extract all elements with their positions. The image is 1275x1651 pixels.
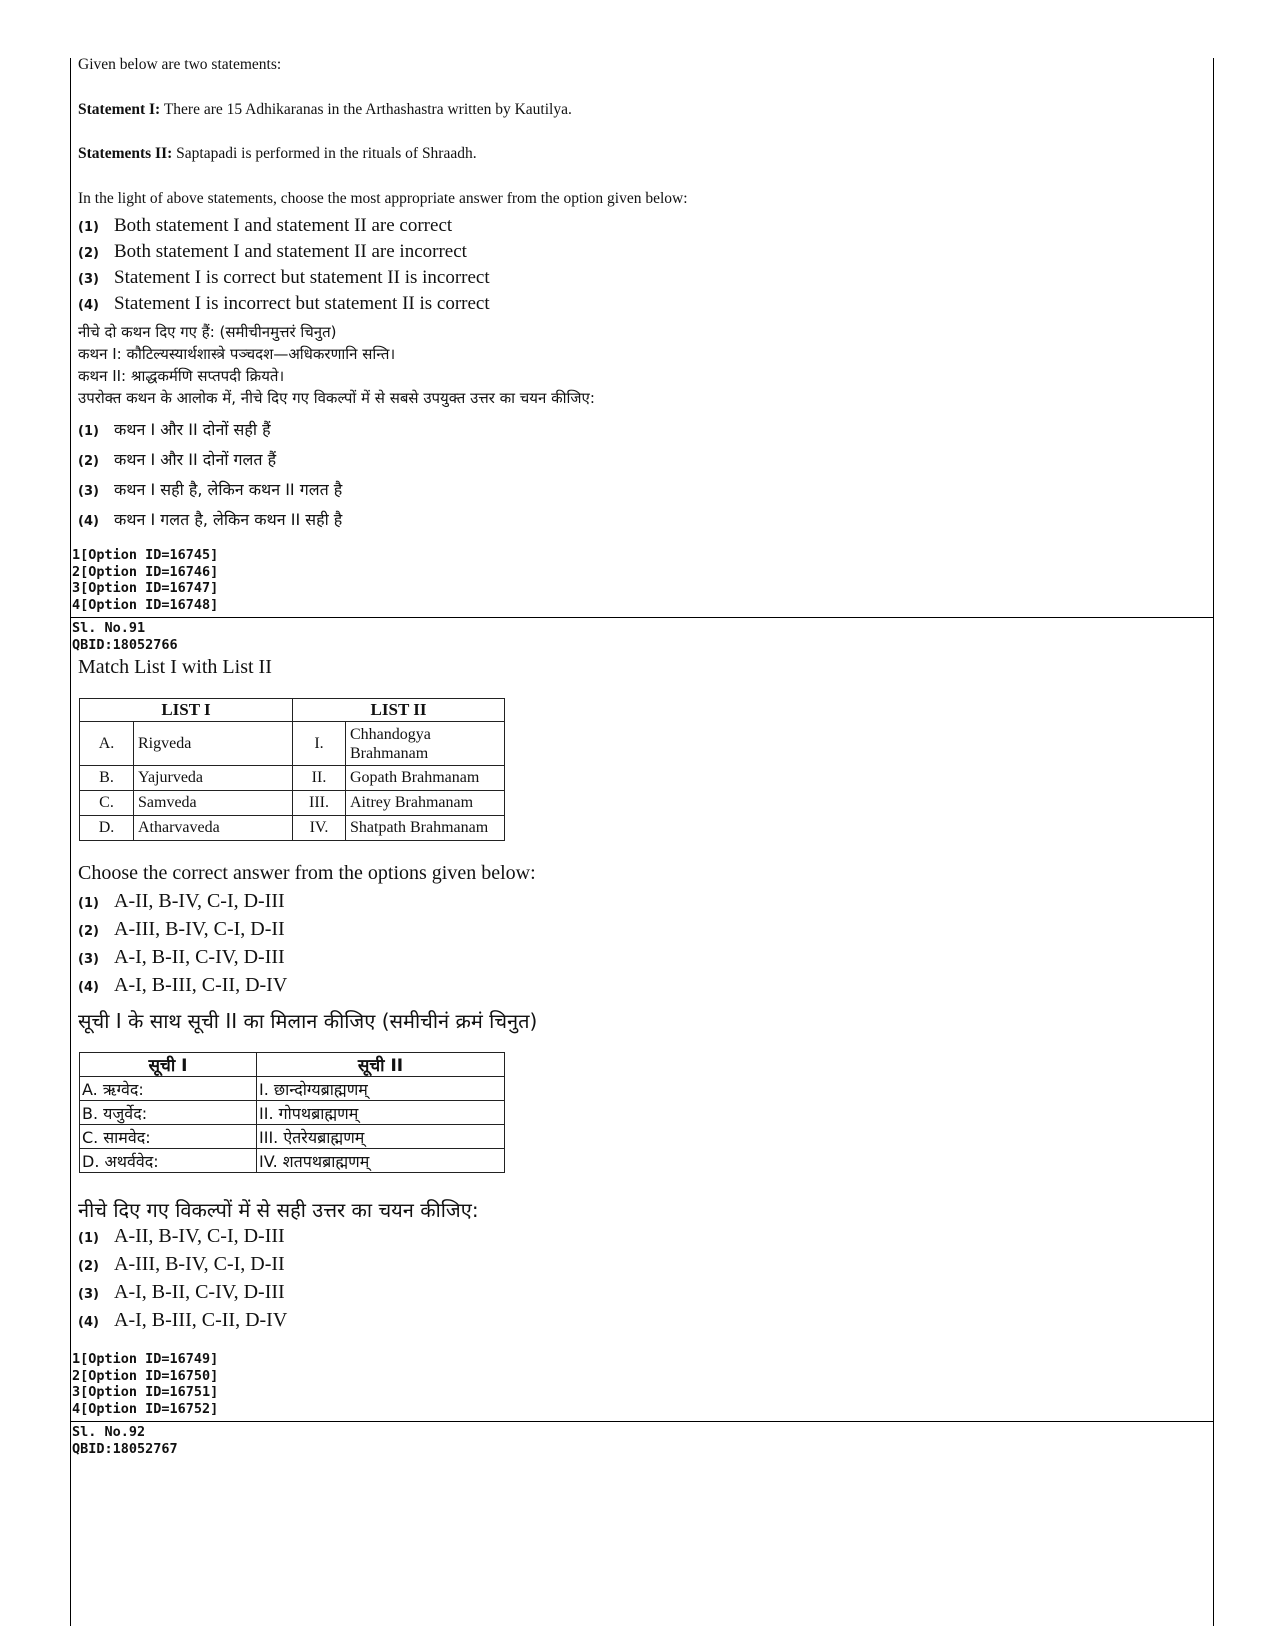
q91-title: Match List I with List II (78, 656, 272, 678)
statement-1-label: Statement I: (78, 101, 161, 118)
q92-sl-no: Sl. No.92 (72, 1424, 146, 1440)
row-key: D. (80, 816, 134, 841)
q90-option-en-1 (78, 215, 452, 237)
row-key: B. (80, 766, 134, 791)
q91-option-hi-3 (78, 1281, 285, 1304)
list-1-item: B. यजुर्वेद: (80, 1101, 257, 1125)
option-number: (2) (78, 454, 99, 469)
option-text: Both statement I and statement II are correct (114, 215, 453, 236)
table-row (80, 722, 505, 766)
option-text: A-II, B-IV, C-I, D-III (114, 1225, 285, 1247)
option-text: A-I, B-III, C-II, D-IV (114, 974, 288, 996)
q90-option-hi-4 (78, 508, 342, 530)
q91-option-en-1 (78, 890, 285, 913)
option-number: (4) (78, 1315, 99, 1330)
q90-intro: Given below are two statements: (78, 56, 282, 73)
option-text: A-III, B-IV, C-I, D-II (114, 918, 285, 940)
option-id: 2[Option ID=16746] (72, 563, 219, 580)
q90-option-hi-3 (78, 478, 342, 500)
option-text: A-II, B-IV, C-I, D-III (114, 890, 285, 912)
option-number: (1) (78, 424, 99, 439)
option-number: (3) (78, 952, 99, 967)
row-key: C. (80, 791, 134, 816)
q91-option-en-3 (78, 946, 285, 969)
q91-option-en-2 (78, 918, 285, 941)
list-2-header: सूची II (257, 1053, 505, 1077)
statement-2-text: Saptapadi is performed in the rituals of Shraadh. (176, 145, 477, 162)
option-text: A-I, B-II, C-IV, D-III (114, 1281, 285, 1303)
row-roman: III. (293, 791, 346, 816)
table-row (80, 1101, 505, 1125)
question-divider (70, 617, 1214, 618)
option-id: 4[Option ID=16748] (72, 596, 219, 613)
option-id: 1[Option ID=16749] (72, 1351, 219, 1367)
q90-hindi-line-1: नीचे दो कथन दिए गए हैं: (समीचीनमुत्तरं चिनुत) (78, 323, 337, 341)
option-id: 4[Option ID=16752] (72, 1400, 219, 1417)
q91-title-hi: सूची I के साथ सूची II का मिलान कीजिए (समीचीनं क्रमं चिनुत) (78, 1009, 538, 1033)
list-2-item: Aitrey Brahmanam (346, 791, 505, 816)
q90-option-ids (72, 547, 218, 613)
list-2-item: III. ऐतरेयब्राह्मणम् (257, 1125, 505, 1149)
row-roman: IV. (293, 816, 346, 841)
option-number: (3) (78, 272, 99, 287)
list-1-item: Atharvaveda (134, 816, 293, 841)
q90-option-en-4 (78, 293, 490, 315)
q90-hindi-line-2: कथन I: कौटिल्यस्यार्थशास्त्रे पञ्चदश—अधिकरणानि सन्ति। (78, 345, 396, 363)
option-number: (2) (78, 924, 99, 939)
option-number: (2) (78, 1259, 99, 1274)
q90-option-hi-2 (78, 448, 276, 470)
q90-instruction: In the light of above statements, choose the most appropriate answer from the option given below: (78, 190, 688, 207)
list-2-item: I. छान्दोग्यब्राह्मणम् (257, 1077, 505, 1101)
option-text: A-III, B-IV, C-I, D-II (114, 1253, 285, 1275)
option-text: A-I, B-II, C-IV, D-III (114, 946, 285, 968)
q91-option-hi-1 (78, 1225, 285, 1248)
list-1-item: C. सामवेद: (80, 1125, 257, 1149)
option-text: Both statement I and statement II are incorrect (114, 241, 467, 262)
option-number: (1) (78, 1231, 99, 1246)
option-number: (4) (78, 514, 99, 529)
option-text: Statement I is incorrect but statement II is correct (114, 293, 490, 314)
option-number: (3) (78, 1287, 99, 1302)
list-1-item: Rigveda (134, 722, 293, 766)
table-row (80, 791, 505, 816)
table-row (80, 1149, 505, 1173)
option-number: (1) (78, 896, 99, 911)
q91-option-hi-4 (78, 1309, 287, 1332)
option-text: कथन I सही है, लेकिन कथन II गलत है (114, 480, 343, 499)
q90-hindi-line-4: उपरोक्त कथन के आलोक में, नीचे दिए गए विकल्पों में से सबसे उपयुक्त उत्तर का चयन कीजिए: (78, 389, 595, 407)
table-row (80, 1077, 505, 1101)
right-border (1213, 58, 1214, 1626)
statement-1-text: There are 15 Adhikaranas in the Arthashastra written by Kautilya. (163, 101, 572, 118)
list-match-table-hi (79, 1052, 505, 1173)
q91-option-ids (72, 1351, 218, 1417)
row-roman: II. (293, 766, 346, 791)
option-text: कथन I और II दोनों सही हैं (114, 420, 271, 439)
list-1-header: LIST I (80, 699, 293, 722)
list-1-item: A. ऋग्वेद: (80, 1077, 257, 1101)
option-id: 3[Option ID=16751] (72, 1384, 219, 1400)
option-text: Statement I is correct but statement II is incorrect (114, 267, 490, 288)
q92-qbid: QBID:18052767 (72, 1441, 178, 1457)
q91-qbid: QBID:18052766 (72, 637, 178, 653)
option-text: कथन I गलत है, लेकिन कथन II सही है (114, 510, 343, 529)
row-roman: I. (293, 722, 346, 766)
list-2-item-line: Chhandogya (350, 725, 431, 743)
question-divider (70, 1421, 1214, 1422)
list-2-item: IV. शतपथब्राह्मणम् (257, 1149, 505, 1173)
list-2-item: Shatpath Brahmanam (346, 816, 505, 841)
q90-hindi-line-3: कथन II: श्राद्धकर्मणि सप्तपदी क्रियते। (78, 367, 285, 385)
list-1-header: सूची I (80, 1053, 257, 1077)
q91-choose-en: Choose the correct answer from the options given below: (78, 862, 536, 884)
option-id: 1[Option ID=16745] (72, 547, 219, 563)
list-2-header: LIST II (293, 699, 505, 722)
left-border (70, 58, 71, 1626)
table-row (80, 816, 505, 841)
q91-choose-hi: नीचे दिए गए विकल्पों में से सही उत्तर का चयन कीजिए: (78, 1198, 479, 1222)
list-2-item (346, 722, 505, 766)
option-text: कथन I और II दोनों गलत हैं (114, 450, 277, 469)
q91-option-en-4 (78, 974, 287, 997)
list-match-table-en (79, 698, 505, 841)
option-number: (3) (78, 484, 99, 499)
q90-option-en-3 (78, 267, 490, 289)
q90-statement-1 (78, 101, 572, 119)
q91-option-hi-2 (78, 1253, 285, 1276)
q90-statement-2 (78, 145, 477, 163)
list-2-item: II. गोपथब्राह्मणम् (257, 1101, 505, 1125)
option-id: 3[Option ID=16747] (72, 580, 219, 596)
row-key: A. (80, 722, 134, 766)
statement-2-label: Statements II: (78, 145, 173, 162)
option-id: 2[Option ID=16750] (72, 1367, 219, 1384)
option-number: (1) (78, 220, 99, 235)
option-number: (4) (78, 298, 99, 313)
table-row (80, 1125, 505, 1149)
table-row (80, 766, 505, 791)
q90-option-en-2 (78, 241, 467, 263)
list-2-item: Gopath Brahmanam (346, 766, 505, 791)
list-1-item: Yajurveda (134, 766, 293, 791)
option-text: A-I, B-III, C-II, D-IV (114, 1309, 288, 1331)
option-number: (4) (78, 980, 99, 995)
q91-sl-no: Sl. No.91 (72, 620, 146, 636)
list-2-item-line: Brahmanam (350, 744, 429, 762)
q90-option-hi-1 (78, 418, 271, 440)
list-1-item: D. अथर्ववेद: (80, 1149, 257, 1173)
list-1-item: Samveda (134, 791, 293, 816)
option-number: (2) (78, 246, 99, 261)
